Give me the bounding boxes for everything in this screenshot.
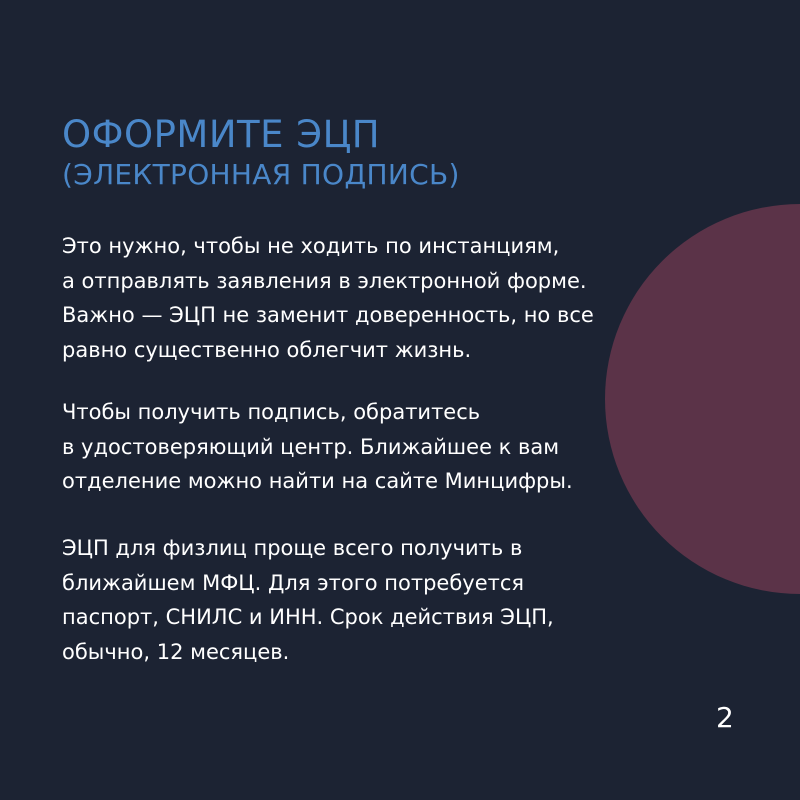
paragraph-line: а отправлять заявления в электронной форме. <box>62 268 587 293</box>
paragraph-line: обычно, 12 месяцев. <box>62 639 290 664</box>
paragraph-purpose <box>62 229 594 367</box>
heading-title: ОФОРМИТЕ ЭЦП <box>62 113 381 156</box>
paragraph-line: ЭЦП для физлиц проще всего получить в <box>62 536 523 560</box>
heading-subtitle: (ЭЛЕКТРОННАЯ ПОДПИСЬ) <box>62 158 460 191</box>
paragraph-how-to-get <box>62 395 573 499</box>
paragraph-line: Чтобы получить подпись, обратитесь <box>62 400 481 424</box>
paragraph-line: отделение можно найти на сайте Минцифры. <box>62 469 573 493</box>
decorative-circle <box>605 204 800 594</box>
paragraph-line: в удостоверяющий центр. Ближайшее к вам <box>62 434 560 459</box>
paragraph-mfc <box>62 531 554 669</box>
heading <box>62 112 460 192</box>
paragraph-line: Важно — ЭЦП не заменит доверенность, но все <box>62 303 594 327</box>
paragraph-line: паспорт, СНИЛС и ИНН. Срок действия ЭЦП, <box>62 605 554 629</box>
page-number: 2 <box>716 701 734 734</box>
paragraph-line: ближайшем МФЦ. Для этого потребуется <box>62 570 525 595</box>
paragraph-line: Это нужно, чтобы не ходить по инстанциям, <box>62 234 560 258</box>
paragraph-line: равно существенно облегчит жизнь. <box>62 337 472 362</box>
